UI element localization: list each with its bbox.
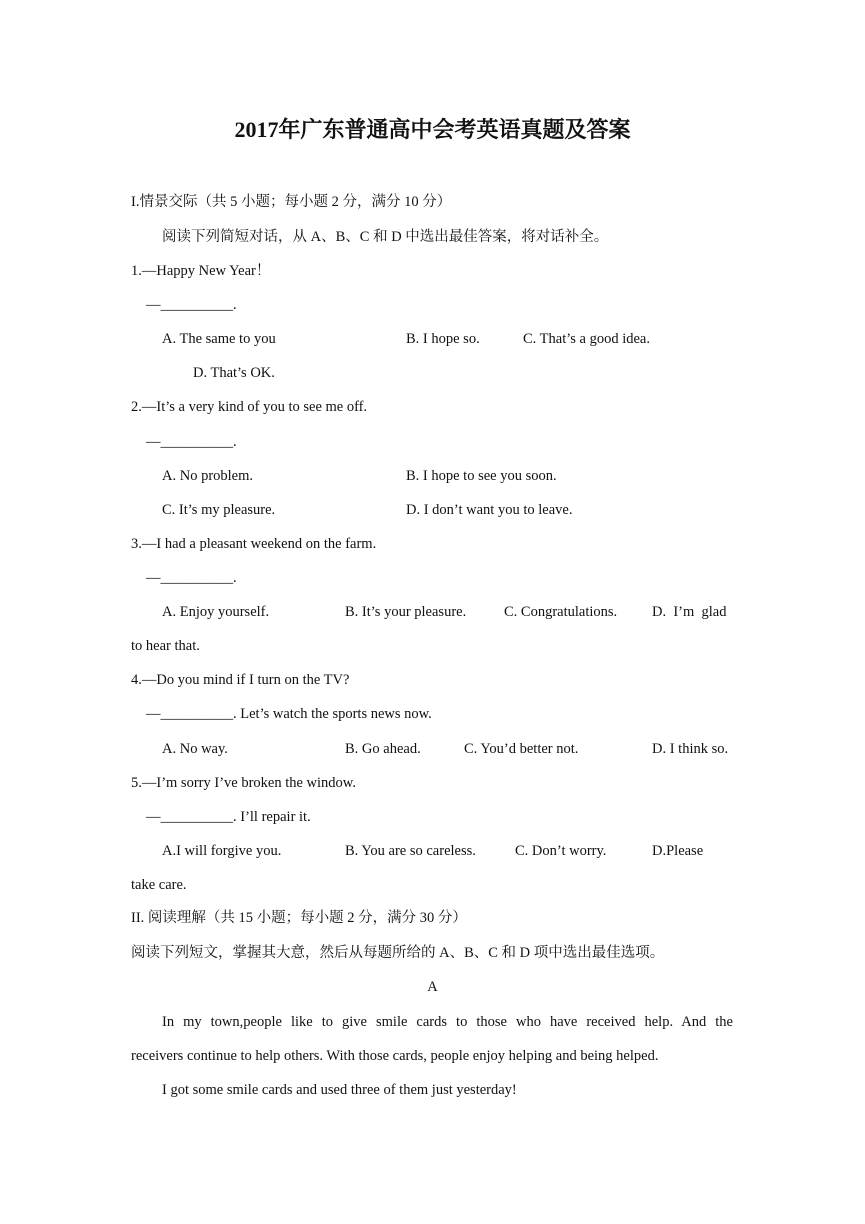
question-4-option-a: A. No way. xyxy=(162,741,228,757)
question-4-option-b: B. Go ahead. xyxy=(345,741,421,757)
passage-paragraph-2: I got some smile cards and used three of them just yesterday! xyxy=(162,1082,517,1098)
question-3-option-b: B. It’s your pleasure. xyxy=(345,604,467,620)
question-3-option-a: A. Enjoy yourself. xyxy=(162,604,270,620)
question-5-reply: —__________. I’ll repair it. xyxy=(146,809,311,825)
question-5-option-a: A.I will forgive you. xyxy=(162,843,282,859)
question-3-option-c: C. Congratulations. xyxy=(504,604,618,620)
section1-heading: I.情景交际（共 5 小题；每小题 2 分，满分 10 分） xyxy=(131,194,452,210)
page-title: 2017年广东普通高中会考英语真题及答案 xyxy=(234,117,631,142)
question-2-option-c: C. It’s my pleasure. xyxy=(162,502,276,518)
question-4-option-d: D. I think so. xyxy=(652,741,729,757)
question-1-reply: —__________. xyxy=(146,297,237,313)
question-5-option-d-cont: take care. xyxy=(131,877,187,893)
section2-heading: II. 阅读理解（共 15 小题；每小题 2 分，满分 30 分） xyxy=(131,910,467,926)
question-5-stem: 5.—I’m sorry I’ve broken the window. xyxy=(131,775,356,791)
passage-label: A xyxy=(427,979,438,995)
question-5-option-d: D.Please xyxy=(652,843,704,859)
question-2-stem: 2.—It’s a very kind of you to see me off. xyxy=(131,399,368,415)
question-1-option-b: B. I hope so. xyxy=(406,331,480,347)
question-5-option-b: B. You are so careless. xyxy=(345,843,476,859)
question-2-option-b: B. I hope to see you soon. xyxy=(406,468,557,484)
question-1-option-d: D. That’s OK. xyxy=(193,365,275,381)
question-3-option-d-cont: to hear that. xyxy=(131,638,200,654)
question-1-option-c: C. That’s a good idea. xyxy=(523,331,650,347)
question-3-stem: 3.—I had a pleasant weekend on the farm. xyxy=(131,536,377,552)
question-2-reply: —__________. xyxy=(146,434,237,450)
question-4-option-c: C. You’d better not. xyxy=(464,741,579,757)
question-3-option-d: D. I’m glad xyxy=(652,604,727,620)
question-4-reply: —__________. Let’s watch the sports news now. xyxy=(146,706,432,722)
question-2-option-d: D. I don’t want you to leave. xyxy=(406,502,573,518)
section2-instruction: 阅读下列短文，掌握其大意，然后从每题所给的 A、B、C 和 D 项中选出最佳选项。 xyxy=(131,945,665,961)
passage-paragraph-1-line-2: receivers continue to help others. With those cards, people enjoy helping and being helped. xyxy=(131,1048,659,1064)
passage-paragraph-1-line-1: In my town,people like to give smile cards to those who have received help. And the xyxy=(162,1014,733,1030)
question-3-reply: —__________. xyxy=(146,570,237,586)
question-2-option-a: A. No problem. xyxy=(162,468,254,484)
question-1-option-a: A. The same to you xyxy=(162,331,276,347)
question-5-option-c: C. Don’t worry. xyxy=(515,843,607,859)
section1-instruction: 阅读下列简短对话，从 A、B、C 和 D 中选出最佳答案，将对话补全。 xyxy=(162,229,609,245)
question-1-stem: 1.—Happy New Year！ xyxy=(131,263,271,279)
question-4-stem: 4.—Do you mind if I turn on the TV? xyxy=(131,672,350,688)
